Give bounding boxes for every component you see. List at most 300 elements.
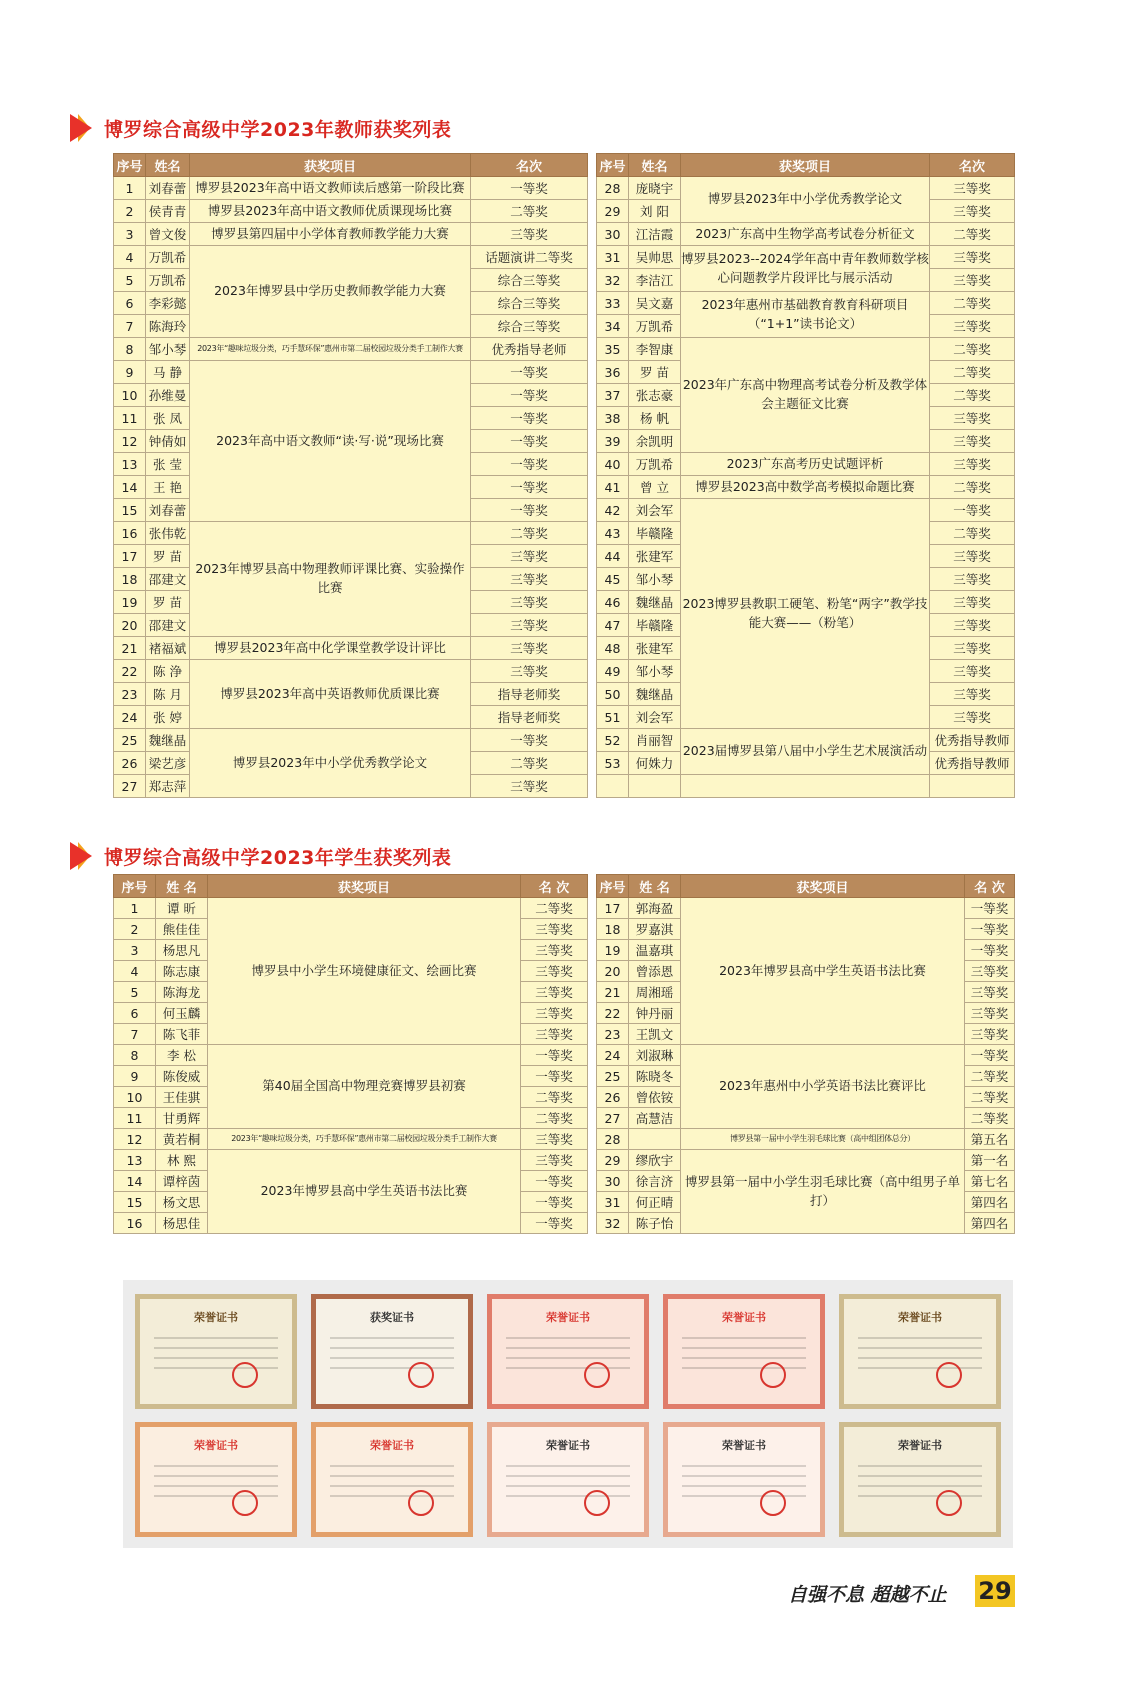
seal-icon [408, 1362, 434, 1388]
cell-name: 李 松 [156, 1045, 208, 1066]
cell-no: 10 [114, 1087, 156, 1108]
cell-no: 15 [114, 1192, 156, 1213]
cell-rank: 三等奖 [930, 177, 1015, 200]
cell-rank: 三等奖 [930, 315, 1015, 338]
cell-rank: 一等奖 [965, 1045, 1015, 1066]
cell-rank: 三等奖 [930, 706, 1015, 729]
header-rank: 名次 [471, 154, 588, 177]
cell-rank: 三等奖 [930, 614, 1015, 637]
table-row [114, 637, 588, 660]
certificate-text-line [506, 1367, 630, 1369]
cell-name: 褚福斌 [146, 637, 190, 660]
cell-name [629, 1129, 681, 1150]
cell-no: 11 [114, 407, 146, 430]
cell-name: 刘春蕾 [146, 177, 190, 200]
certificate-text-line [154, 1337, 278, 1339]
cell-name: 李智康 [629, 338, 681, 361]
seal-icon [232, 1362, 258, 1388]
cell-name: 江洁霞 [629, 223, 681, 246]
cell-name: 曾添恩 [629, 961, 681, 982]
cell-name: 钟丹丽 [629, 1003, 681, 1024]
cell-name: 张志豪 [629, 384, 681, 407]
cell-name: 李彩懿 [146, 292, 190, 315]
cell-name: 邵建文 [146, 614, 190, 637]
cell-rank: 三等奖 [965, 961, 1015, 982]
cell-project: 博罗县2023高中数学高考模拟命题比赛 [681, 476, 930, 499]
certificate-text-line [330, 1465, 454, 1467]
certificate-text-line [858, 1337, 982, 1339]
cell-rank: 一等奖 [521, 1045, 588, 1066]
cell-no: 53 [597, 752, 629, 775]
cell-no: 27 [597, 1108, 629, 1129]
header-name: 姓名 [629, 154, 681, 177]
cell-rank: 优秀指导教师 [930, 752, 1015, 775]
cell-rank: 二等奖 [965, 1087, 1015, 1108]
cell-name: 郭海盈 [629, 898, 681, 919]
cell-name: 邹小琴 [146, 338, 190, 361]
certificate-text-line [330, 1357, 454, 1359]
cell-rank: 三等奖 [930, 269, 1015, 292]
cell-no: 50 [597, 683, 629, 706]
certificate-text-line [858, 1495, 982, 1497]
cell-name: 陈志康 [156, 961, 208, 982]
cell-rank: 一等奖 [965, 898, 1015, 919]
cell-rank: 三等奖 [521, 1003, 588, 1024]
cell-project: 2023年博罗县中学历史教师教学能力大赛 [190, 246, 471, 338]
cell-name: 孙维曼 [146, 384, 190, 407]
cell-name: 万凯希 [146, 246, 190, 269]
cell-rank: 二等奖 [930, 223, 1015, 246]
cell-name: 王 艳 [146, 476, 190, 499]
cell-rank: 指导老师奖 [471, 683, 588, 706]
cell-rank: 三等奖 [930, 591, 1015, 614]
student-title: 博罗综合高级中学2023年学生获奖列表 [104, 846, 452, 869]
certificate-text-line [154, 1495, 278, 1497]
cell-rank: 三等奖 [521, 1129, 588, 1150]
table-row [597, 223, 1015, 246]
cell-name: 庞晓宇 [629, 177, 681, 200]
certificate-title: 荣誉证书 [546, 1311, 590, 1324]
cell-name: 刘 阳 [629, 200, 681, 223]
cell-name: 邵建文 [146, 568, 190, 591]
cell-no: 29 [597, 200, 629, 223]
certificate-text-line [682, 1367, 806, 1369]
certificate-text-line [330, 1337, 454, 1339]
certificate-image [487, 1422, 649, 1537]
teacher-title: 博罗综合高级中学2023年教师获奖列表 [104, 118, 452, 141]
cell-no: 19 [597, 940, 629, 961]
red-arrow-icon [70, 114, 92, 142]
cell-rank: 一等奖 [521, 1171, 588, 1192]
certificate-text-line [682, 1347, 806, 1349]
cell-no: 9 [114, 361, 146, 384]
cell-name: 何正晴 [629, 1192, 681, 1213]
cell-name: 张 凤 [146, 407, 190, 430]
cell-rank: 三等奖 [930, 453, 1015, 476]
certificate-image [135, 1422, 297, 1537]
cell-no: 43 [597, 522, 629, 545]
cell-project: 2023博罗县教职工硬笔、粉笔“两字”教学技能大赛——（粉笔） [681, 499, 930, 729]
cell-rank: 二等奖 [471, 752, 588, 775]
cell-rank: 三等奖 [471, 223, 588, 246]
cell-name: 张 莹 [146, 453, 190, 476]
header-no: 序号 [597, 154, 629, 177]
certificate-title: 荣誉证书 [370, 1439, 414, 1452]
cell-name: 魏继晶 [146, 729, 190, 752]
cell-no: 10 [114, 384, 146, 407]
cell-no: 24 [114, 706, 146, 729]
cell-project: 2023年博罗县高中学生英语书法比赛 [681, 898, 965, 1045]
cell-no: 32 [597, 269, 629, 292]
cell-name: 陈子怡 [629, 1213, 681, 1234]
certificate-title: 荣誉证书 [722, 1439, 766, 1452]
cell-project: 2023年惠州市基础教育教育科研项目（“1+1”读书论文） [681, 292, 930, 338]
header-project: 获奖项目 [190, 154, 471, 177]
page-number: 29 [975, 1575, 1015, 1607]
cell-no: 16 [114, 1213, 156, 1234]
cell-project: 2023年博罗县高中学生英语书法比赛 [208, 1150, 521, 1234]
cell-no: 28 [597, 177, 629, 200]
cell-name: 毕赣隆 [629, 614, 681, 637]
certificate-image [663, 1294, 825, 1409]
cell-empty [930, 775, 1015, 798]
table-row [114, 338, 588, 361]
cell-rank: 一等奖 [471, 430, 588, 453]
certificate-image [487, 1294, 649, 1409]
cell-rank: 话题演讲二等奖 [471, 246, 588, 269]
cell-name: 罗 苗 [146, 545, 190, 568]
cell-name: 魏继晶 [629, 683, 681, 706]
cell-name: 陈俊威 [156, 1066, 208, 1087]
student-table-right [596, 874, 1015, 1234]
cell-rank: 三等奖 [471, 545, 588, 568]
cell-name: 罗 苗 [629, 361, 681, 384]
certificate-title: 荣誉证书 [546, 1439, 590, 1452]
cell-no: 24 [597, 1045, 629, 1066]
certificate-image [839, 1422, 1001, 1537]
cell-name: 魏继晶 [629, 591, 681, 614]
cell-no: 44 [597, 545, 629, 568]
certificate-title: 荣誉证书 [194, 1311, 238, 1324]
cell-rank: 三等奖 [930, 683, 1015, 706]
header-project: 获奖项目 [681, 875, 965, 898]
cell-no: 14 [114, 1171, 156, 1192]
cell-no: 32 [597, 1213, 629, 1234]
teacher-table-left [113, 153, 588, 798]
certificate-text-line [682, 1475, 806, 1477]
certificate-text-line [330, 1367, 454, 1369]
cell-no: 51 [597, 706, 629, 729]
cell-no: 21 [597, 982, 629, 1003]
cell-name: 杨思凡 [156, 940, 208, 961]
cell-name: 刘淑琳 [629, 1045, 681, 1066]
cell-name: 余凯明 [629, 430, 681, 453]
header-no: 序号 [597, 875, 629, 898]
cell-no: 52 [597, 729, 629, 752]
cell-no: 5 [114, 269, 146, 292]
certificate-text-line [154, 1347, 278, 1349]
table-row [114, 200, 588, 223]
certificate-text-line [682, 1485, 806, 1487]
certificate-text-line [330, 1495, 454, 1497]
cell-rank: 一等奖 [965, 940, 1015, 961]
table-row [114, 729, 588, 752]
cell-rank: 三等奖 [471, 637, 588, 660]
cell-no: 1 [114, 177, 146, 200]
cell-rank: 综合三等奖 [471, 315, 588, 338]
table-row [597, 499, 1015, 522]
header-rank: 名 次 [965, 875, 1015, 898]
table-row-empty [597, 775, 1015, 798]
cell-no: 2 [114, 919, 156, 940]
cell-name: 杨思佳 [156, 1213, 208, 1234]
table-row [597, 246, 1015, 269]
table-row [597, 1150, 1015, 1171]
cell-rank: 三等奖 [471, 568, 588, 591]
cell-no: 34 [597, 315, 629, 338]
cell-name: 陈 浄 [146, 660, 190, 683]
cell-rank: 一等奖 [471, 476, 588, 499]
cell-name: 熊佳佳 [156, 919, 208, 940]
cell-no: 25 [597, 1066, 629, 1087]
cell-rank: 第四名 [965, 1213, 1015, 1234]
certificate-image [311, 1294, 473, 1409]
table-row [114, 1150, 588, 1171]
cell-no: 4 [114, 246, 146, 269]
cell-rank: 第四名 [965, 1192, 1015, 1213]
cell-no: 12 [114, 430, 146, 453]
cell-name: 张伟乾 [146, 522, 190, 545]
student-section-title [70, 842, 451, 870]
table-row [597, 898, 1015, 919]
cell-no: 17 [597, 898, 629, 919]
header-name: 姓名 [146, 154, 190, 177]
cell-rank: 一等奖 [521, 1066, 588, 1087]
cell-rank: 三等奖 [471, 591, 588, 614]
cell-name: 刘会军 [629, 499, 681, 522]
cell-name: 陈海龙 [156, 982, 208, 1003]
certificate-text-line [154, 1465, 278, 1467]
cell-project: 博罗县2023年高中语文教师读后感第一阶段比赛 [190, 177, 471, 200]
table-row [597, 453, 1015, 476]
seal-icon [936, 1490, 962, 1516]
table-row [114, 660, 588, 683]
cell-rank: 一等奖 [471, 407, 588, 430]
cell-rank: 三等奖 [965, 1024, 1015, 1045]
cell-rank: 一等奖 [471, 177, 588, 200]
table-row [597, 476, 1015, 499]
cell-no: 23 [114, 683, 146, 706]
certificate-text-line [506, 1337, 630, 1339]
cell-name: 谭 昕 [156, 898, 208, 919]
certificate-text-line [506, 1475, 630, 1477]
certificate-title: 荣誉证书 [898, 1439, 942, 1452]
cell-rank: 一等奖 [965, 919, 1015, 940]
table-row [114, 898, 588, 919]
footer-slogan: 自强不息 超越不止 [788, 1584, 947, 1606]
certificate-text-line [682, 1357, 806, 1359]
cell-rank: 三等奖 [521, 919, 588, 940]
cell-rank: 三等奖 [930, 637, 1015, 660]
cell-name: 王佳骐 [156, 1087, 208, 1108]
cell-rank: 优秀指导教师 [930, 729, 1015, 752]
certificate-text-line [330, 1485, 454, 1487]
header-rank: 名次 [930, 154, 1015, 177]
teacher-section-title [70, 114, 451, 142]
cell-rank: 三等奖 [930, 246, 1015, 269]
cell-no: 21 [114, 637, 146, 660]
cell-name: 罗 苗 [146, 591, 190, 614]
table-row [114, 1045, 588, 1066]
cell-project: 2023广东高考历史试题评析 [681, 453, 930, 476]
header-name: 姓 名 [629, 875, 681, 898]
cell-no: 39 [597, 430, 629, 453]
cell-project: 博罗县2023年高中化学课堂教学设计评比 [190, 637, 471, 660]
cell-rank: 三等奖 [521, 982, 588, 1003]
certificate-image [663, 1422, 825, 1537]
cell-name: 缪欣宇 [629, 1150, 681, 1171]
cell-no: 22 [114, 660, 146, 683]
cell-no: 13 [114, 453, 146, 476]
certificate-text-line [506, 1465, 630, 1467]
header-name: 姓 名 [156, 875, 208, 898]
cell-project: 2023届博罗县第八届中小学生艺术展演活动 [681, 729, 930, 775]
cell-project: 博罗县第一届中小学生羽毛球比赛（高中组男子单打） [681, 1150, 965, 1234]
cell-no: 37 [597, 384, 629, 407]
certificate-text-line [506, 1357, 630, 1359]
cell-no: 33 [597, 292, 629, 315]
cell-no: 42 [597, 499, 629, 522]
cell-no: 3 [114, 940, 156, 961]
cell-no: 31 [597, 246, 629, 269]
certificate-title: 荣誉证书 [898, 1311, 942, 1324]
cell-rank: 二等奖 [965, 1066, 1015, 1087]
cell-rank: 一等奖 [521, 1192, 588, 1213]
cell-name: 肖丽智 [629, 729, 681, 752]
cell-rank: 三等奖 [471, 614, 588, 637]
cell-rank: 一等奖 [471, 729, 588, 752]
cell-rank: 二等奖 [930, 338, 1015, 361]
cell-name: 张 婷 [146, 706, 190, 729]
cell-no: 22 [597, 1003, 629, 1024]
cell-name: 陈 月 [146, 683, 190, 706]
cell-rank: 二等奖 [471, 522, 588, 545]
table-row [597, 338, 1015, 361]
table-row [114, 223, 588, 246]
student-table-left [113, 874, 588, 1234]
certificate-text-line [506, 1485, 630, 1487]
cell-name: 陈飞菲 [156, 1024, 208, 1045]
cell-no: 47 [597, 614, 629, 637]
cell-name: 钟倩如 [146, 430, 190, 453]
cell-name: 杨文思 [156, 1192, 208, 1213]
cell-project: 博罗县2023年高中语文教师优质课现场比赛 [190, 200, 471, 223]
cell-rank: 三等奖 [930, 430, 1015, 453]
cell-no: 20 [597, 961, 629, 982]
certificate-text-line [682, 1465, 806, 1467]
cell-no: 11 [114, 1108, 156, 1129]
cell-rank: 一等奖 [930, 499, 1015, 522]
certificate-text-line [858, 1357, 982, 1359]
cell-no: 2 [114, 200, 146, 223]
cell-no: 30 [597, 1171, 629, 1192]
cell-no: 46 [597, 591, 629, 614]
cell-no: 4 [114, 961, 156, 982]
cell-rank: 指导老师奖 [471, 706, 588, 729]
cell-empty [681, 775, 930, 798]
table-row [597, 1129, 1015, 1150]
cell-name: 周湘瑶 [629, 982, 681, 1003]
certificate-title: 获奖证书 [370, 1311, 414, 1324]
cell-no: 38 [597, 407, 629, 430]
cell-name: 徐言济 [629, 1171, 681, 1192]
table-row [114, 522, 588, 545]
cell-no: 18 [114, 568, 146, 591]
cell-rank: 三等奖 [521, 961, 588, 982]
cell-name: 毕赣隆 [629, 522, 681, 545]
cell-no: 14 [114, 476, 146, 499]
cell-no: 36 [597, 361, 629, 384]
cell-no: 26 [597, 1087, 629, 1108]
cell-name: 甘勇辉 [156, 1108, 208, 1129]
certificate-text-line [154, 1357, 278, 1359]
table-row [597, 729, 1015, 752]
cell-project: 2023年“趣味垃圾分类，巧手慧环保”惠州市第二届校园垃圾分类手工制作大赛 [208, 1129, 521, 1150]
certificate-title: 荣誉证书 [722, 1311, 766, 1324]
cell-rank: 二等奖 [521, 1087, 588, 1108]
certificate-text-line [330, 1475, 454, 1477]
cell-project: 博罗县2023年中小学优秀教学论文 [681, 177, 930, 223]
teacher-table-right [596, 153, 1015, 798]
certificate-text-line [858, 1485, 982, 1487]
table-row [114, 177, 588, 200]
seal-icon [584, 1362, 610, 1388]
certificate-text-line [858, 1347, 982, 1349]
header-no: 序号 [114, 875, 156, 898]
cell-name: 邹小琴 [629, 568, 681, 591]
cell-no: 23 [597, 1024, 629, 1045]
cell-rank: 一等奖 [521, 1213, 588, 1234]
cell-rank: 第一名 [965, 1150, 1015, 1171]
table-row [597, 177, 1015, 200]
cell-name: 王凯文 [629, 1024, 681, 1045]
certificate-title: 荣誉证书 [194, 1439, 238, 1452]
seal-icon [936, 1362, 962, 1388]
certificate-text-line [506, 1495, 630, 1497]
cell-no: 7 [114, 1024, 156, 1045]
cell-no: 40 [597, 453, 629, 476]
certificate-text-line [858, 1465, 982, 1467]
cell-name: 万凯希 [146, 269, 190, 292]
cell-project: 2023年“趣味垃圾分类，巧手慧环保”惠州市第二届校园垃圾分类手工制作大赛 [190, 338, 471, 361]
cell-name: 吴文嘉 [629, 292, 681, 315]
table-row [597, 292, 1015, 315]
cell-rank: 二等奖 [521, 1108, 588, 1129]
header-project: 获奖项目 [208, 875, 521, 898]
cell-rank: 二等奖 [521, 898, 588, 919]
cell-name: 杨 帆 [629, 407, 681, 430]
table-row [114, 361, 588, 384]
cell-project: 2023年博罗县高中物理教师评课比赛、实验操作比赛 [190, 522, 471, 637]
cell-name: 陈晓冬 [629, 1066, 681, 1087]
certificate-text-line [154, 1485, 278, 1487]
cell-no: 28 [597, 1129, 629, 1150]
cell-name: 郑志萍 [146, 775, 190, 798]
cell-no: 3 [114, 223, 146, 246]
cell-no: 6 [114, 1003, 156, 1024]
cell-rank: 优秀指导老师 [471, 338, 588, 361]
certificate-image [135, 1294, 297, 1409]
